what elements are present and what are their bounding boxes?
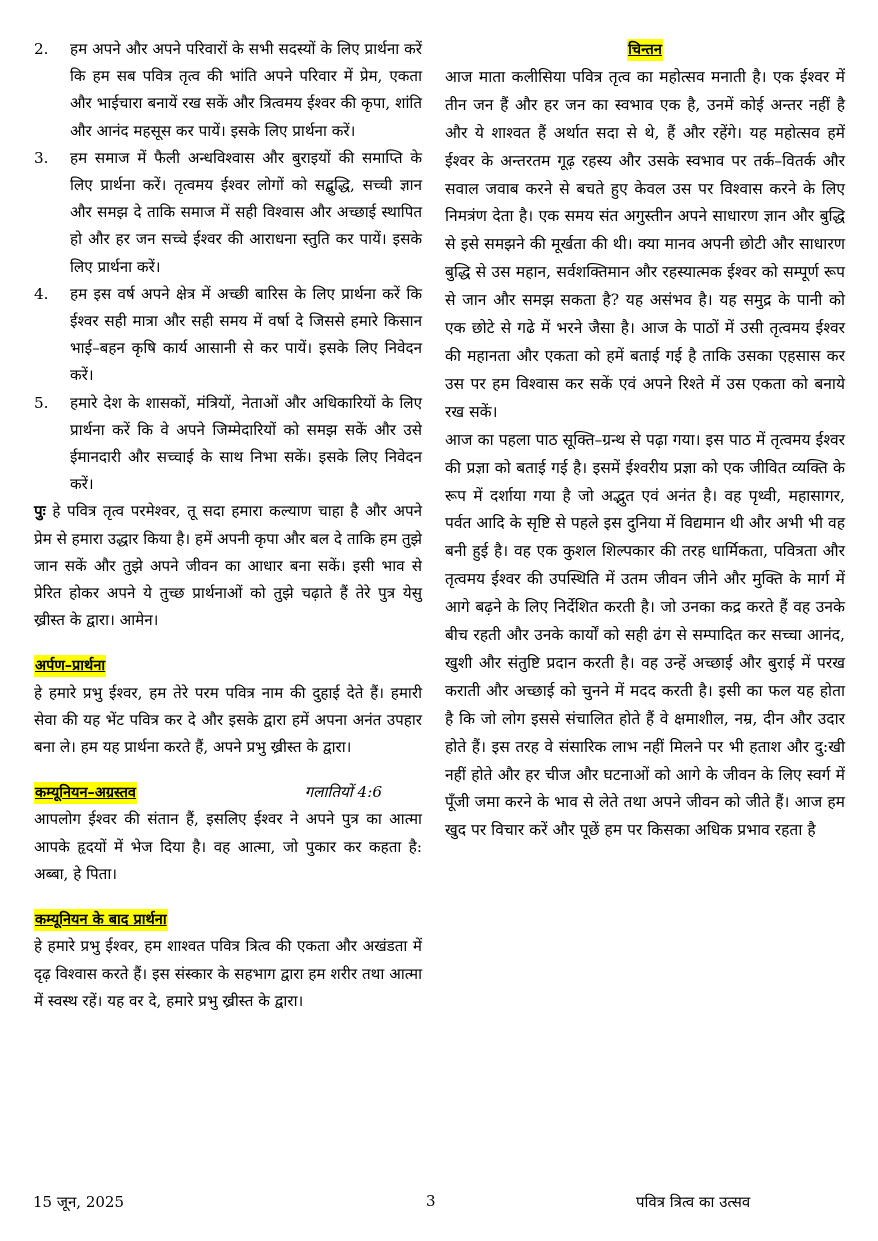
- intercession-number: 4.: [34, 284, 49, 303]
- priest-label: पुः: [34, 502, 46, 521]
- intercession-item: [34, 281, 422, 390]
- post-communion-heading: कम्यूनियन के बाद प्रार्थना: [34, 909, 168, 931]
- reflection-paragraph: आज माता कलीसिया पवित्र तृत्व का महोत्सव मनाती है। एक ईश्वर में तीन जन हैं और हर जन का स्वभाव एक है, उनमें कोई अन्तर नहीं है और ये शाश्वत हैं अर्थात सदा से थे, हैं और रहेंगे। यह महोत्सव हमें ईश्वर के अन्तरतम गूढ़ रहस्य और उसके स्वभाव पर तर्क–वितर्क और सवाल जवाब करने से बचते हुए केवल उस पर विश्वास करने के लिए निमत्रंण देता है। एक समय संत अगुस्तीन अपने साधारण ज्ञान और बुद्धि से इसे समझने की मूर्खता की थी। क्या मानव अपनी छोटी और साधारण बुद्धि से उस महान, सर्वशक्तिमान और रहस्यात्मक ईश्वर को सम्पूर्ण रूप से जान और समझ सकता है? यह असंभव है। यह समुद्र के पानी को एक छोटे से गढे में भरने जैसा है। आज के पाठों में उसी तृत्वमय ईश्वर की महानता और एकता को हमें बताई गई है ताकि उसका एहसास कर उस पर हम विश्वास कर सकें एवं अपने रिश्ते में उस एकता को बनाये रख सकें।: [445, 67, 845, 421]
- post-communion-text: हे हमारे प्रभु ईश्वर, हम शाश्वत पवित्र त्रित्व की एकता और अखंडता में दृढ़ विश्वास करते हैं। इस संस्कार के सहभाग द्वारा हम शरीर तथा आत्मा में स्वस्थ रहें। यह वर दे, हमारे प्रभु ख्रीस्त के द्वारा।: [34, 937, 422, 1010]
- reflection-paragraph: आज का पहला पाठ सूक्ति–ग्रन्थ से पढ़ा गया। इस पाठ में तृत्वमय ईश्वर की प्रज्ञा को बताई गई है। इसमें ईश्वरीय प्रज्ञा को एक जीवित व्यक्ति के रूप में दर्शाया गया है जो अद्भुत एवं अनंत है। वह पृथ्वी, महासागर, पर्वत आदि के सृष्टि से पहले इस दुनिया में विद्यमान थी और अभी भी वह बनी हुई है। वह एक कुशल शिल्पकार की तरह धार्मिकता, पवित्रता और तृत्वमय ईश्वर की उपस्थिति में उतम जीवन जीने और मुक्ति के मार्ग में आगे बढ़ने के लिए निर्देशित करती है। जो उनका कद्र करते हैं वह उनके बीच रहती और उनके कार्यों को सही ढंग से सम्पादित कर सच्चा आनंद, खुशी और संतुष्टि प्रदान करती है। वह उन्हें अच्छाई और बुराई में परख कराती और अच्छाई को चुनने में मदद करती है। इसी का फल यह होता है कि जो लोग इससे संचालित होते हैं वे क्षमाशील, नम्र, दीन और उदार होते हैं। इस तरह वे संसारिक लाभ नहीं मिलने पर भी हताश और दु:खी नहीं होते और हर चीज और घटनाओं को आगे के जीवन के लिए स्वर्ग में पूँजी जमा करने के भाव से लेते तथा अपने जीवन को जीते हैं। आज हम खुद पर विचार करें और पूछें हम पर किसका अधिक प्रभाव रहता है: [445, 430, 845, 840]
- intercession-text: हम समाज में फैली अन्धविश्वास और बुराइयों की समाप्ति के लिए प्रार्थना करें। तृत्वमय ईश्वर लोगों को सद्बुद्धि, सच्ची ज्ञान और समझ दे ताकि समाज में सही विश्वास और अच्छाई स्थापित हो और हर जन सच्चे ईश्वर की आराधना स्तुति कर पायें। इसके लिए प्रार्थना करें।: [70, 148, 422, 276]
- intercession-number: 3.: [34, 148, 49, 167]
- post-communion-section: [34, 906, 422, 1015]
- intercession-text: हमारे देश के शासकों, मंत्रियों, नेताओं और अधिकारियों के लिए प्रार्थना करें कि वे अपने जिम्मेदारियों को समझ सकें और उसे ईमानदारी और सच्चाई के साथ निभा सकें। इसके लिए निवेदन करें।: [70, 393, 422, 494]
- offertory-heading: अर्पण–प्रार्थना: [34, 655, 106, 677]
- footer-date: 15 जून, 2025: [33, 1193, 125, 1211]
- reflection-heading-row: [445, 36, 845, 64]
- left-column: [34, 36, 422, 1015]
- offertory-text: हे हमारे प्रभु ईश्वर, हम तेरे परम पवित्र नाम की दुहाई देते हैं। हमारी सेवा की यह भेंट पवित्र कर दे और इसके द्वारा हमें अपना अनंत उपहार बना ले। हम यह प्रार्थना करते हैं, अपने प्रभु ख्रीस्त के द्वारा।: [34, 683, 422, 757]
- right-column: [445, 36, 845, 845]
- communion-antiphon-text: आपलोग ईश्वर की संतान हैं, इसलिए ईश्वर ने अपने पुत्र का आत्मा आपके हृदयों में भेज दिया है। वह आत्मा, जो पुकार कर कहता है: अब्बा, हे पिता।: [34, 810, 422, 883]
- communion-antiphon-header: [34, 779, 422, 806]
- page-number: 3: [426, 1192, 436, 1210]
- offertory-section: [34, 652, 422, 761]
- intercession-number: 5.: [34, 393, 49, 412]
- intercession-item: [34, 390, 422, 499]
- communion-antiphon-heading: कम्यूनियन–अग्रस्तव: [34, 782, 137, 804]
- reflection-heading: चिन्तन: [627, 39, 663, 61]
- footer-title: पवित्र त्रित्व का उत्सव: [636, 1193, 751, 1211]
- scripture-reference: गलातियों 4:6: [304, 783, 382, 802]
- intercession-item: [34, 145, 422, 281]
- intercession-text: हम अपने और अपने परिवारों के सभी सदस्यों के लिए प्रार्थना करें कि हम सब पवित्र तृत्व की भांति अपने परिवार में प्रेम, एकता और भाईचारा बनायें रख सकें और त्रित्वमय ईश्वर की कृपा, शांति और आनंद महसूस कर पायें। इसके लिए प्रार्थना करें।: [70, 40, 422, 140]
- intercessions-list: [34, 36, 422, 498]
- communion-antiphon-section: [34, 779, 422, 888]
- intercession-text: हम इस वर्ष अपने क्षेत्र में अच्छी बारिस के लिए प्रार्थना करें कि ईश्वर सही मात्रा और सही समय में वर्षा दे जिससे हमारे किसान भाई–बहन कृषि कार्य आसानी से कर पायें। इसके लिए निवेदन करें।: [70, 284, 422, 385]
- closing-prayer: [34, 498, 422, 634]
- intercession-item: [34, 36, 422, 145]
- intercession-number: 2.: [34, 40, 49, 58]
- closing-prayer-text: हे पवित्र तृत्व परमेश्वर, तू सदा हमारा कल्याण चाहा है और अपने प्रेम से हमारा उद्धार किया है। हमें अपनी कृपा और बल दे ताकि हम तुझे जान सकें और तुझे अपने जीवन का आधार बना सकें। इसी भाव से प्रेरित होकर अपने ये तुच्छ प्रार्थनाओं को तुझे चढ़ाते हैं तेरे पुत्र येसु ख्रीस्त के द्वारा। आमेन।: [34, 502, 422, 630]
